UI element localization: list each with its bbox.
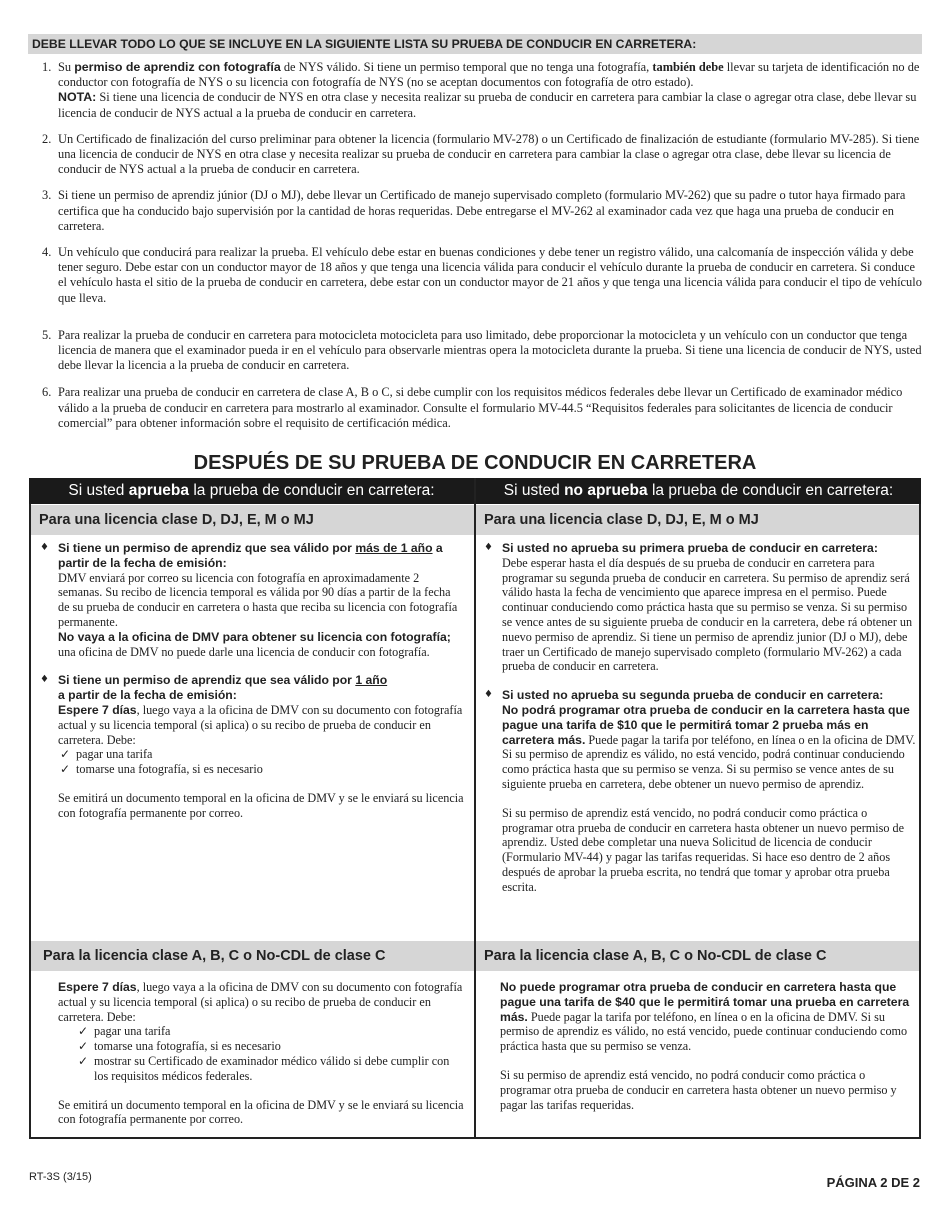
checklist-item [78,1024,464,1039]
bullet-heading-underline: 1 año [355,673,388,688]
bullet-text-bold: No podrá programar otra prueba de conducir en la carretera hasta que pague una tarifa de $10 que le permitirá tomar 2 prueba más en carretera más. [502,702,910,747]
item-number: 2. [42,131,52,146]
header-text: la prueba de conducir en carretera: [647,482,894,499]
bullet-heading: Si tiene un permiso de aprendiz que sea válido por [58,541,356,555]
list-item [30,541,464,659]
list-item [474,541,916,674]
header-text: Si usted [503,482,565,499]
item-text: de NYS válido. Si tiene un permiso temporal que no tenga una fotografía, [280,60,653,74]
item-number: 4. [42,245,52,260]
cell-text: Puede pagar la tarifa por teléfono, en línea o en la oficina de DMV. Si su permiso de aprendiz es válido, no está vencido, puede continuar conduciendo como práctica hasta que su permiso se venza. [500,1009,908,1054]
pass-class-d-cell [30,541,464,821]
list-item [30,245,922,306]
fail-band-cdl: Para la licencia clase A, B, C o No-CDL de clase C [476,941,919,971]
check-icon: ✓ [78,1024,89,1039]
checklist-item [60,747,464,762]
header-text-bold: aprueba [128,482,190,499]
list-item [30,188,922,234]
pass-cdl-cell [30,980,464,1127]
requirements-list [30,60,922,442]
cell-text: Se emitirá un documento temporal en la oficina de DMV y se le enviará su licencia con fotografía permanente por correo. [58,1097,464,1127]
checklist-item [78,1054,464,1084]
requirements-header: DEBE LLEVAR TODO LO QUE SE INCLUYE EN LA SIGUIENTE LISTA SU PRUEBA DE CONDUCIR EN CARRETERA: [28,34,922,54]
bullet-text: una oficina de DMV no puede darle una licencia de conducir con fotografía. [58,644,430,659]
item-text: Si tiene un permiso de aprendiz júnior (DJ o MJ), debe llevar un Certificado de manejo supervisado completo (formulario MV-262) que su padre o tutor haya firmado para certifica que ha conducido bajo supervisión por la cantidad de horas requeridas. Debe entregarse el MV-262 al examinador cada vez que haga una prueba de conducir en carretera. [58,188,906,233]
cell-text-bold: Espere 7 días [58,980,137,994]
bullet-text: Debe esperar hasta el día después de su prueba de conducir en carretera para programar su segunda prueba de conducir en carretera. Su permiso de aprendiz será válido hasta la fecha de vencimiento que aparece impresa en el permiso. Puede continuar conduciendo como práctica hasta que su permiso se venza. Si su permiso se vence antes de su siguiente prueba de conducir en la carretera, debe rá obtener un nuevo permiso de aprendiz. Si tiene un permiso de aprendiz junior (DJ o MJ), debe traer un Certificado de manejo supervisado completo (formulario MV-262) a cada prueba de conducir en carretera. [502,555,913,674]
list-item [30,385,922,431]
item-number: 5. [42,327,52,342]
diamond-bullet-icon: ♦ [40,542,49,553]
list-item [30,60,922,121]
diamond-bullet-icon: ♦ [484,689,493,701]
diamond-bullet-icon: ♦ [40,674,49,686]
form-number: RT-3S (3/15) [29,1171,92,1183]
fail-cdl-cell [474,980,916,1112]
item-text-bold: permiso de aprendiz con fotografía [74,60,281,74]
check-icon: ✓ [60,747,71,762]
item-text: Para realizar la prueba de conducir en carretera para motocicleta motocicleta para uso limitado, debe proporcionar la motocicleta y un vehículo con un conductor que tenga licencia de manera que el examinador pueda ir en el vehículo para observarle mientras opera la motocicleta durante la prueba. Si tiene una licencia de conducir de NYS, usted debe llevar la licencia a la prueba de conducir en carretera. [58,327,922,373]
checklist [58,747,464,777]
list-item [474,688,916,894]
list-item [30,673,464,820]
item-text: Para realizar una prueba de conducir en carretera de clase A, B o C, si debe cumplir con los requisitos médicos federales debe llevar un Certificado de examinador médico válido a la prueba de conducir en carretera para mostrarlo al examinador. Consulte el formulario MV-44.5 “Requisitos federales para solicitantes de licencia de conducir comercial” para obtener información sobre el requisito de certificación médica. [58,385,903,430]
item-text: Un Certificado de finalización del curso preliminar para obtener la licencia (formulario MV-278) o un Certificado de finalización de estudiante (formulario MV-285). Si tiene una licencia de conducir de NYS en otra clase y necesita realizar su prueba de conducir en carretera para cambiar la clase o agregar otra clase, debe llevar su licencia de conducir de NYS actual a la prueba de conducir en carretera. [58,131,920,177]
item-number: 1. [42,60,52,74]
fail-column-header [476,478,921,504]
bullet-text-bold: No vaya a la oficina de DMV para obtener su licencia con fotografía; [58,629,451,644]
item-number: 3. [42,188,52,203]
checklist-text: mostrar su Certificado de examinador médico válido si debe cumplir con los requisitos médicos federales. [94,1053,450,1083]
header-text: la prueba de conducir en carretera: [189,482,435,499]
bullet-heading: Si usted no aprueba su segunda prueba de conducir en carretera: [502,688,884,703]
bullet-heading: Si usted no aprueba su primera prueba de conducir en carretera: [502,541,878,555]
bullet-heading: Si tiene un permiso de aprendiz que sea válido por [58,673,356,688]
checklist-text: tomarse una fotografía, si es necesario [76,762,263,777]
pass-band-class-d: Para una licencia clase D, DJ, E, M o MJ [31,505,474,535]
section-title: DESPUÉS DE SU PRUEBA DE CONDUCIR EN CARRETERA [193,452,757,474]
check-icon: ✓ [60,762,71,777]
bullet-text: Si su permiso de aprendiz está vencido, no podrá conducir como práctica o programar otra prueba de conducir en carretera hasta obtener un nuevo permiso de aprendiz. Usted debe completar una nueva Solicitud de licencia de conducir (Formulario MV-44) y pagar las tarifas requeridas. Si hace eso dentro de 2 años después de aprobar la prueba escrita, no tendrá que tomar y aprobar otra prueba escrita. [502,805,905,894]
bullet-heading: a partir de la fecha de emisión: [58,688,237,703]
cell-text: Si su permiso de aprendiz está vencido, no podrá conducir como práctica o programar otra prueba de conducir en carretera hasta obtener un nuevo permiso y pagar las tarifas requeridas. [500,1067,897,1112]
item-text: Un vehículo que conducirá para realizar la prueba. El vehículo debe estar en buenas condiciones y debe tener un registro válido, una calcomanía de inspección válida y debe tener seguro. Debe estar con un conductor mayor de 18 años y que tenga una licencia válida para conducir el vehículo durante la prueba de conducir en carretera. Si conduce el vehículo hasta el sitio de la prueba de conducir en carretera, debe estar con un conductor mayor de 21 años y que tenga una licencia válida para conducir el tipo de vehículo que lleva. [58,245,922,305]
bullet-heading-underline: más de 1 año [355,541,433,555]
page-number: PÁGINA 2 DE 2 [826,1175,920,1190]
bullet-text: DMV enviará por correo su licencia con fotografía en aproximadamente 2 semanas. Su recibo de licencia temporal es válida por 90 días a partir de la fecha de su prueba de conducir en carretera o hasta que reciba su licencia con fotografía permanente. [58,570,458,629]
item-number: 6. [42,385,52,400]
item-text: llevar su tarjeta de identificación no de conductor con fotografía de NYS o su licencia con fotografía de NYS (no se aceptan documentos con fotografía de otro estado). [58,60,920,90]
bullet-text: Puede pagar la tarifa por teléfono, en línea o en la oficina de DMV. Si su permiso de aprendiz es válido, no está vencido, podrá continuar conduciendo como práctica hasta que su permiso se venza. Si su permiso se vence antes de su siguiente prueba en carretera, debe obtener un nuevo permiso de aprendiz. [502,732,916,791]
checklist-item [60,762,464,777]
note-label: NOTA: [58,90,97,105]
check-icon: ✓ [78,1053,89,1068]
diamond-bullet-icon: ♦ [484,542,493,553]
cell-text: , luego vaya a la oficina de DMV con su documento con fotografía actual y su licencia temporal (si aplica) o su recibo de prueba de conducir en carretera. Debe: [58,980,463,1024]
checklist-text: pagar una tarifa [94,1024,171,1039]
fail-band-class-d: Para una licencia clase D, DJ, E, M o MJ [476,505,919,535]
item-text-bold: también debe [652,60,724,74]
bullet-text: Se emitirá un documento temporal en la oficina de DMV y se le enviará su licencia con fotografía permanente por correo. [58,790,464,820]
bullet-text-bold: Espere 7 días [58,702,137,717]
checklist-item [78,1039,464,1054]
pass-band-cdl: Para la licencia clase A, B, C o No-CDL de clase C [31,941,474,971]
item-text: Si tiene una licencia de conducir de NYS en otra clase y necesita realizar su prueba de conducir en carretera para cambiar la clase o agregar otra clase, debe llevar su licencia de conducir de NYS actual a la prueba de conducir en carretera. [58,90,917,120]
bullet-heading: a partir de la fecha de emisión: [58,541,443,570]
bullet-text: , luego vaya a la oficina de DMV con su documento con fotografía actual y su licencia temporal (si aplica) o su recibo de prueba de conducir en carretera. Debe: [58,702,463,747]
fail-class-d-cell [474,541,916,895]
checklist-text: pagar una tarifa [76,747,153,762]
checklist-text: tomarse una fotografía, si es necesario [94,1039,281,1054]
list-item [30,328,922,374]
pass-column-header [29,478,474,504]
cell-text-bold: No puede programar otra prueba de conducir en carretera hasta que pague una tarifa de $40 que le permitirá tomar una prueba en carretera más. [500,980,910,1024]
check-icon: ✓ [78,1039,89,1054]
list-item [30,132,922,178]
header-text-bold: no aprueba [564,482,648,499]
item-text: Su [58,60,75,74]
header-text: Si usted [68,482,129,499]
checklist [58,1024,464,1083]
